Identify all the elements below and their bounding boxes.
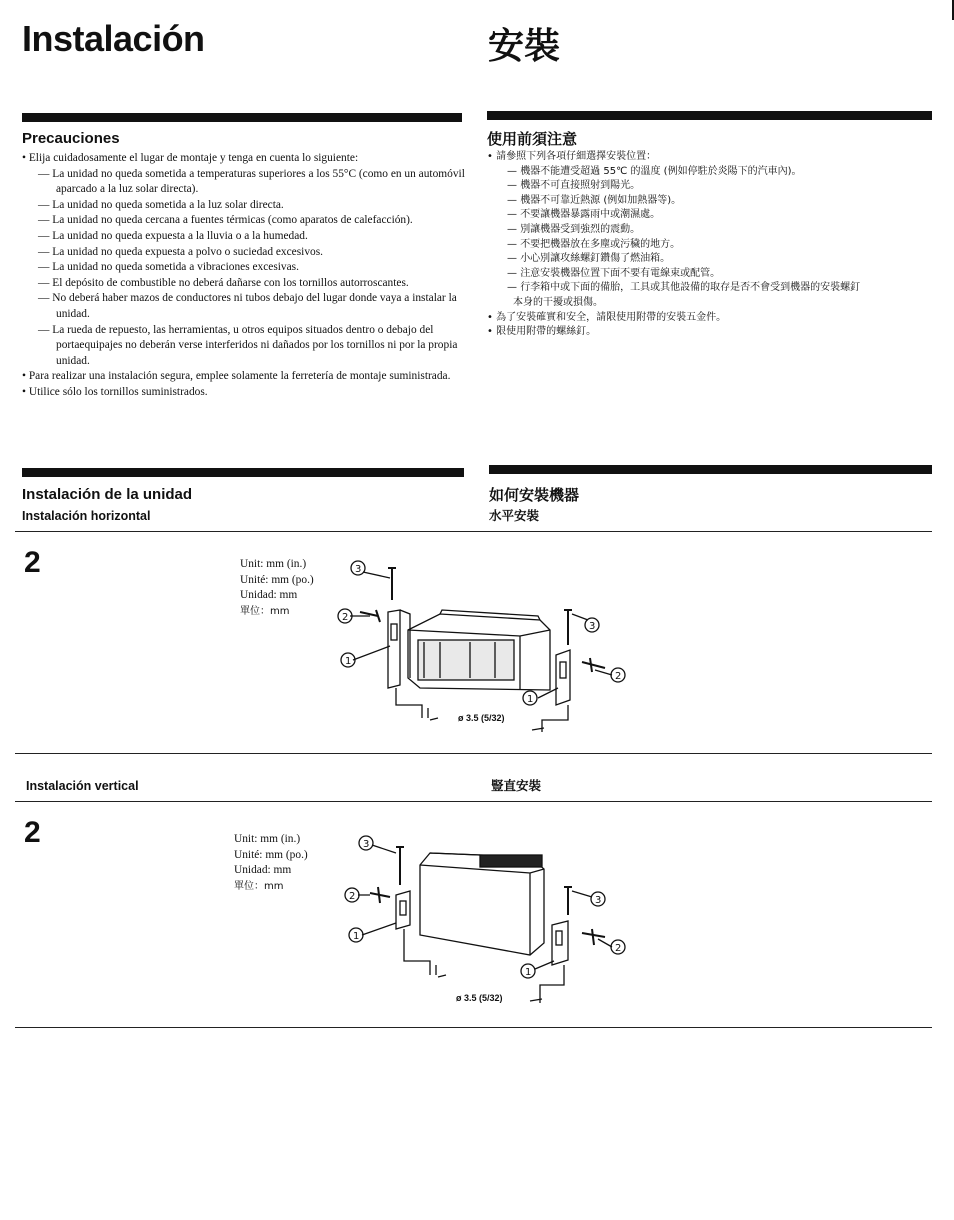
install-heading-zh: 如何安裝機器: [489, 486, 580, 504]
list-item: — 機器不可靠近熱源 (例如加熱器等)。: [497, 194, 937, 209]
list-item: — No deberá haber mazos de conductores ni tubos debajo del lugar donde vaya a instalar la unidad.: [30, 291, 468, 322]
svg-text:2: 2: [349, 891, 356, 902]
units-legend-horizontal: [240, 557, 314, 619]
section-bar-es-2: [22, 468, 464, 477]
list-item: — La unidad no queda sometida a la luz solar directa.: [30, 198, 468, 214]
precautions-list-es: [22, 151, 468, 401]
list-item: — 行李箱中或下面的備胎，工具或其他設備的取存是否不會受到機器的安裝螺釘: [497, 281, 937, 296]
list-item: — 機器不能遭受超過 55℃ 的溫度 (例如停駐於炎陽下的汽車內)。: [497, 165, 937, 180]
page-title-chinese: 安裝: [488, 26, 561, 67]
svg-text:1: 1: [525, 967, 532, 978]
list-item: — La rueda de repuesto, las herramientas, u otros equipos situados dentro o debajo del portaequipajes no deberán verse interferidos ni dañados por los tornillos ni por la propia unidad.: [30, 323, 468, 370]
page-title-spanish: Instalación: [22, 18, 205, 59]
list-item: • 為了安裝確實和安全，請限使用附帶的安裝五金件。: [487, 311, 937, 326]
unit-line: 單位：mm: [240, 605, 290, 617]
list-item: — 注意安裝機器位置下面不要有電線束或配管。: [497, 267, 937, 282]
unit-line: Unité: mm (po.): [234, 848, 308, 861]
divider: [15, 1027, 932, 1028]
divider: [15, 801, 932, 802]
divider: [15, 531, 932, 532]
list-item: • 限使用附帶的螺絲釘。: [487, 325, 937, 340]
list-item: — 別讓機器受到強烈的震動。: [497, 223, 937, 238]
drill-dimension-horizontal: ø 3.5 (5/32): [458, 713, 505, 723]
svg-text:2: 2: [615, 671, 622, 682]
svg-text:2: 2: [615, 943, 622, 954]
drill-dimension-vertical: ø 3.5 (5/32): [456, 993, 503, 1003]
units-legend-vertical: [234, 832, 308, 894]
svg-text:3: 3: [589, 621, 596, 632]
precautions-heading-zh: 使用前須注意: [487, 130, 578, 148]
unit-line: Unidad: mm: [240, 589, 298, 602]
list-item: • Utilice sólo los tornillos suministrados.: [22, 385, 468, 401]
svg-text:3: 3: [363, 839, 370, 850]
precautions-heading-es: Precauciones: [22, 130, 120, 147]
list-item: — 機器不可直接照射到陽光。: [497, 179, 937, 194]
unit-line: Unit: mm (in.): [234, 833, 301, 845]
list-item: — 不要讓機器暴露雨中或潮濕處。: [497, 208, 937, 223]
list-item: — 不要把機器放在多塵或污穢的地方。: [497, 238, 937, 253]
list-item: — 小心別讓攻絲螺釘鑽傷了燃油箱。: [497, 252, 937, 267]
step-number-vertical: 2: [24, 816, 41, 849]
unit-line: 單位：mm: [234, 880, 284, 892]
unit-line: Unit: mm (in.): [240, 558, 307, 570]
precautions-list-zh: [487, 150, 937, 340]
list-item: — El depósito de combustible no deberá dañarse con los tornillos autorroscantes.: [30, 276, 468, 292]
list-item: — La unidad no queda cercana a fuentes térmicas (como aparatos de calefacción).: [30, 213, 468, 229]
vertical-heading-zh: 豎直安裝: [491, 778, 542, 793]
svg-text:1: 1: [345, 656, 352, 667]
list-item: • 請參照下列各項仔細選擇安裝位置：: [487, 150, 937, 165]
step-number-horizontal: 2: [24, 546, 41, 579]
list-item: 本身的干擾或損傷。: [513, 296, 603, 308]
svg-text:2: 2: [342, 612, 349, 623]
svg-text:3: 3: [355, 564, 362, 575]
section-bar-zh-2: [489, 465, 932, 474]
section-bar-zh: [487, 111, 932, 120]
svg-text:1: 1: [353, 931, 360, 942]
divider: [15, 753, 932, 754]
list-item: — La unidad no queda sometida a temperaturas superiores a los 55°C (como en un automóvil aparcado a la luz solar directa).: [30, 167, 468, 198]
list-item: • Para realizar una instalación segura, emplee solamente la ferretería de montaje suministrada.: [22, 369, 468, 385]
unit-line: Unidad: mm: [234, 864, 292, 877]
horizontal-heading-zh: 水平安裝: [489, 508, 540, 523]
unit-line: Unité: mm (po.): [240, 573, 314, 586]
list-item: — La unidad no queda expuesta a la lluvia o a la humedad.: [30, 229, 468, 245]
horizontal-heading-es: Instalación horizontal: [22, 509, 151, 523]
vertical-install-diagram: [330, 825, 650, 1020]
svg-text:1: 1: [527, 694, 534, 705]
svg-text:3: 3: [595, 895, 602, 906]
vertical-heading-es: Instalación vertical: [26, 779, 139, 793]
section-bar-es: [22, 113, 462, 122]
list-item: • Elija cuidadosamente el lugar de montaje y tenga en cuenta lo siguiente:: [22, 151, 468, 167]
list-item: — La unidad no queda sometida a vibraciones excesivas.: [30, 260, 468, 276]
install-heading-es: Instalación de la unidad: [22, 486, 193, 503]
list-item: — La unidad no queda expuesta a polvo o suciedad excesivos.: [30, 245, 468, 261]
